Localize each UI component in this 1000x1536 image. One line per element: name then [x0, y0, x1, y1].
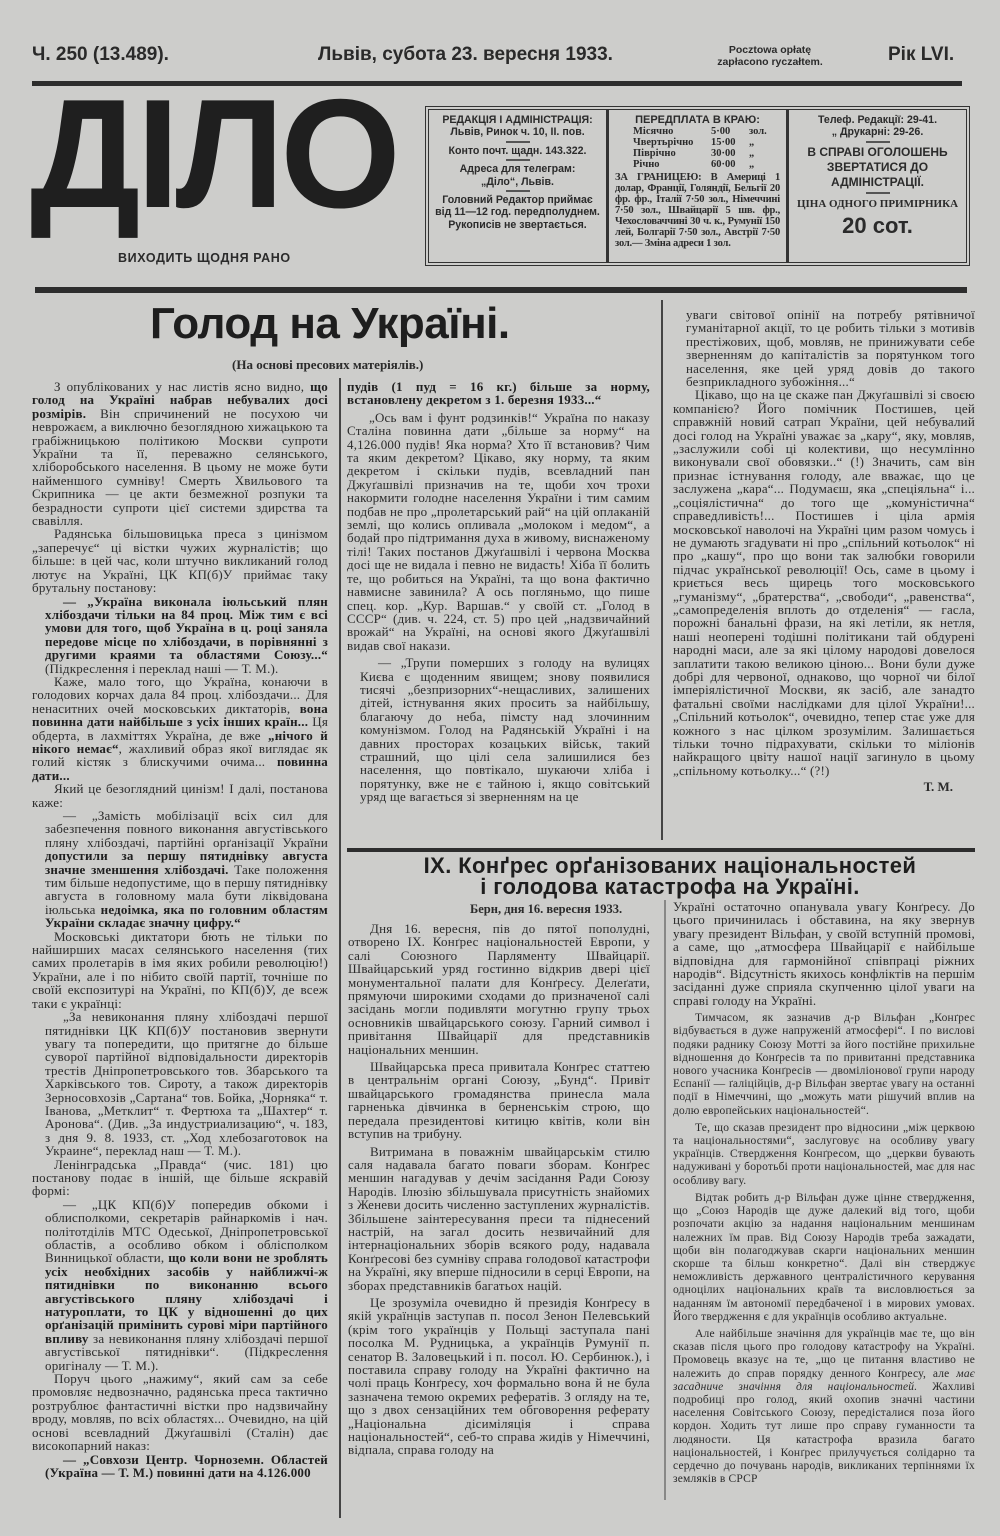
separator: [506, 141, 530, 143]
contact-info: [789, 110, 966, 262]
text: Жахливі подробиці про голод, який охопив значні частини населення Совітського Союзу, передісталися поза його кордон. Ходить тут лише про справу гуманности та людяности. Ця катастрофа вразила багато національностей, і Конґрес прилучується солідарно та сердечно до почувань народів, викликаних терпіннями їх земляків в СРСР: [673, 1380, 975, 1486]
paragraph: [673, 900, 975, 1007]
paragraph: [673, 308, 975, 388]
unit: зол.: [749, 126, 767, 137]
paragraph: [673, 1192, 975, 1324]
paragraph: [673, 1328, 975, 1486]
subscription-row: [615, 126, 780, 137]
paragraph: [673, 1012, 975, 1118]
info-box: [425, 106, 970, 266]
editor-hours: Головний Редактор приймає від 11—12 год. передполуднем.: [435, 194, 600, 219]
year-volume: Рік LVI.: [888, 44, 955, 65]
paragraph: [32, 675, 328, 782]
text: Витримана в поважнім швайцарськім стилю саля надавала багато поваги зборам. Конґрес меншин нагадував у дечім засідання Ради Союзу Народів. Ілюзію збільшувала присутність знайомих з Женеви досить численно заступлених журналістів. Збільшене заінтересування преси та піднесений настрій, на загал досить незвичайний для інтернаціональних зборів всякого роду, надавала Конґресові без сумніву справа голодової катастрофи на Україні, яку вперше підносили в серці Европи, на зборах представників багатьох націй.: [348, 1143, 650, 1293]
text: Але найбільше значіння для українців має те, що він сказав після цього про голодову катастрофу на Україні. Промовець вказує на те, „що це питання властиво не належить до справ порядку денного Конґресу, але: [673, 1327, 975, 1380]
paragraph: [32, 595, 328, 675]
bold-text: недоімка, яка по головним областям України складає значну цифру.“: [45, 901, 328, 931]
paragraph: [32, 380, 328, 527]
article2-column3-wrapper: [673, 900, 975, 1486]
text: Швайцарська преса привитала Конґрес статтею в центральнім органі Союзу, „Бунд“. Привіт швайцарського громадянства принесла мала гарненька дівчинка в берненськім строю, що передала президентові китицю квітів, коли він вступив на трибуну.: [348, 1059, 650, 1142]
separator: [866, 141, 890, 143]
text: Який це безоглядний цинізм! І далі, постанова каже:: [32, 781, 328, 810]
paragraph: [32, 930, 328, 1010]
article1-signature: Т. М.: [923, 779, 953, 795]
article2-title-line1: IX. Конґрес орґанізованих національностей: [423, 853, 917, 878]
text: Радянська більшовицька преса з цинізмом „заперечує“ ці вістки чужих журналістів; що більше: в цей час, коли штучно викликаний голод лютує на Україні, ЦК КП(б)У приймає таку брутальну постанову:: [32, 526, 328, 596]
postal-note-line1: Pocztowa opłatę: [728, 44, 812, 56]
unit: „: [749, 159, 755, 170]
article2-column3-top: [673, 900, 975, 1007]
paragraph: [673, 388, 975, 777]
text: — „ЦК КП(б)У попередив обкоми і облисполкоми, секретарів райнаркомів і нач. політотділів МТС Одеської, Дніпропетровської областів, а особливо обком і облісполком Винницької области,: [45, 1196, 328, 1266]
column-divider: [339, 378, 341, 1518]
masthead-title: ДІЛО: [30, 67, 397, 240]
article1-column2: [347, 380, 650, 804]
bold-text: вона повинна дати найбільше з усіх інших країн...: [32, 700, 328, 730]
subscription-info: [609, 110, 789, 262]
article2-column3-small: [673, 1012, 975, 1486]
bold-text: допустили за першу пятиднівку августа значне зменшення хлібоздачі.: [45, 848, 328, 877]
period: Піврічно: [633, 148, 676, 159]
article-separator: [347, 848, 975, 852]
bold-text: — „Україна виконала іюльський плян хлібоздачи тільки на 84 проц. Між тим є всі умови для того, щоб Україна в ц. році заняла передове місце по хлібоздачи, в порівнянні з другими краями та областями Союзу...“: [45, 593, 328, 663]
text: Каже, мало того, що Україна, конаючи в голодових корчах дала 84 проц. хлібоздачи... Для ненаситних очей московських диктаторів,: [32, 673, 328, 716]
paragraph: [32, 1372, 328, 1452]
bold-text: — „Совхози Центр. Чорноземн. Областей (Україна — Т. М.) повинні дати на 4.126.000: [45, 1451, 328, 1480]
abroad-prices: ЗА ГРАНИЦЕЮ: В Америці 1 долар, Франції, Голяндії, Бельгії 20 фр. фр., Італії 7·50 зол., Німеччині 7·50 зол., Швайцарії 5 шв. фр., Чехословаччині 30 ч. к., Румунії 150 лей, Болгарії 7·50 зол., Австрії 7·50 зол.— Зміна адреси 1 зол.: [615, 172, 780, 249]
column-divider: [664, 900, 666, 1500]
text: — „Замість мобілізації всіх сил для забезпечення повного виконання августівського пляну хлібоздачі, партійні орґанізації України: [45, 808, 328, 850]
phone-editorial: Телеф. Редакції: 29-41.: [817, 114, 938, 126]
paragraph: [32, 1158, 328, 1198]
period: Місячно: [633, 126, 674, 137]
price-label: ЦІНА ОДНОГО ПРИМІРНИКА: [796, 197, 959, 210]
text: „За невиконання пляну хлібоздачі першої пятиднівки ЦК КП(б)У постановив звернути увагу та попередити, що притягне до більше суворої партійної відповідальности директорів трестів Дніпропетровського тов. Збарського та Харківського тов. Сироту, а також директорів Зерносовхозів „Сартана“ тов. Бойка, „Чорняка“ т. Іванова, „Метклит“ т. Фертюха та „Шахтер“ т. Аронова“. (Див. „За индустриализацию“, ч. 183, з дня 9. 8. 1933, ст. „Ход хлебозаготовок на Украине“, переклад наш — Т. М.).: [45, 1009, 328, 1159]
paragraph: [32, 1010, 328, 1157]
paragraph: [32, 527, 328, 594]
postal-note-line2: zapłacono ryczałtem.: [717, 56, 823, 68]
italic-text: має засадниче значіння для національностей.: [673, 1367, 975, 1393]
paragraph: [348, 922, 650, 1056]
paragraph: [348, 1145, 650, 1292]
text: Ця обдерта, в лахміттях Україна, де вже: [32, 714, 328, 743]
subscription-heading: ПЕРЕДПЛАТА В КРАЮ:: [635, 114, 760, 126]
bold-text: що коли вони не зроблять усіх необхідних засобів у найближчі-ж пятиднівки по виконанню всього августівського пляну хлібоздачі і натуроплати, то ЦК у відношенні до цих орґанізацій примінить сурові міри партійного впливу: [45, 1250, 328, 1346]
bold-text: повинна дати...: [32, 754, 328, 783]
text: Це зрозуміла очевидно й президія Конґресу в якій українців заступав п. посол Зенон Пелевський (крім того українців у Польщі заступала пані посолка М. Рудницька, а українців Румунії п. сенатор В. Заловецький і п. посол. Ю. Сербинюк.), і поставила справу голоду на Україні фактично на чолі праць Конґресу, хоч формально вона й не була зазначена темою окремих рефератів. З огляду на те, що з двох сензаційних тем обговорення реферату „Національна дісиміляція і справа національностей“, себ-то справа жидів у Німеччині, відпала, справа голоду на: [348, 1294, 650, 1458]
text: за невиконання пляну хлібоздачі першої августівської пятиднівки“. (Підкреслення оригіналу — Т. М.).: [45, 1330, 328, 1373]
paragraph: [673, 1122, 975, 1188]
text: Дня 16. вересня, пів до пятої пополудні, отворено IX. Конґрес національностей Европи, у салі Союзного Парляменту Швайцарії. Швайцарський уряд гостинно відкрив двері цієї монументальної палати для Конґресу. Делеґати, прямуючи широкими сходами до призначеної салі засідань могли подивляти могутню групу трьох основників швайцарського союзу. Гарний символ і привітання Швайцарії для представників національних меншин.: [348, 921, 650, 1057]
article2-column2: [348, 922, 650, 1457]
text: Цікаво, що на це скаже пан Джуґашвілі зі своєю компанією? Його помічник Постишев, цей справжній новий сатрап України, цей небувалий досі голод на Україні уважає за „кару“, яку, мовляв, „заслужили собі ці колективи, що несумлінно виконували свої обовязки..“ (!) Значить, сам він признає істнування голоду, але вважає, що це заслужена „кара“... Подумаєш, яка „спеціяльна“ і... „соціялістична“ до того ще „комуністична“ справедливість!... Постишев і ціла армія московської наволочі на Україні цим разом чомусь і не думають згадувати ні про „спільний котьолок“ ні про „кашу“, про що вони так залюбки говорили підчас української революції! Ось, саме в цьому і криється весь щирець того московського „гуманізму“, „братерства“, „свободи“, „равенства“, „самопределенія вплоть до отделенія“ — гасла, порожні банальні фрази, на які летіли, як нетля, наші неоперені тодішні політикани тай обдурені народні маси, але за які цілому народові довелося заплатити такою великою ціною... Вони були дуже добрі для червоної, однаково, що чорної чи білої імперіялістичної Москви, як засіб, але занадто фатальні своїми наслідками для цілої України!... „Спільний котьолок“, очевидно, тепер стає уже для кожного з нас цілком зрозумілим. Залишається тільки точно підрахувати, скільки то міліонів найкращого цвіту нашої нації загинуло в цьому „спільному котьолку...“ (?!): [673, 387, 975, 778]
ads-note: В СПРАВІ ОГОЛОШЕНЬ ЗВЕРТАТИСЯ ДО АДМІНІСТРАЦІЇ.: [807, 144, 948, 189]
subscription-row: [615, 159, 780, 170]
separator: [506, 190, 530, 192]
subscription-row: [615, 137, 780, 148]
article2-dateline: Берн, дня 16. вересня 1933.: [470, 902, 623, 916]
article1-column3: [673, 308, 975, 777]
telegram-label: Адреса для телеграм:: [459, 163, 576, 176]
separator: [506, 159, 530, 161]
text: , жахливий образ якої виглядає як голий кістяк з блискучими очима...: [32, 740, 329, 770]
text: Поруч цього „нажиму“, який сам за себе промовляє недвозначно, радянська преса тактично розтрублює фантастичні вістки про надзвичайну вроду, мовляв, по всіх областях... Очевидно, на цій основі всевладний Джуґашвілі (Сталін) дає високопарний наказ:: [32, 1371, 328, 1454]
issue-number: Ч. 250 (13.489).: [32, 44, 169, 65]
article1-column3-wrapper: [673, 308, 975, 794]
editorial-heading: РЕДАКЦІЯ І АДМІНІСТРАЦІЯ:: [442, 114, 593, 126]
phone-printing: „ Друкарні: 29-26.: [831, 126, 924, 139]
text: — „Трупи померших з голоду на вулицях Києва є щоденним явищем; знову появилися тисячі „безпризорних“-нещасливих, залишених дітей, істнування яких просить за найбільшу, благаючу до неба, пімсту над злочинним комунізмом. Голод на Радянській Україні і на давних просторах козацьких військ, такий страшний, що цілі села залишилися без населення, що повтікало, шукаючи хліба і порятунку, вже не є тайною і, якщо совітський уряд ще вагається зі зверненням на це: [360, 655, 650, 805]
article2-title: [370, 855, 970, 897]
bold-text: „нічого й нікого немає“: [32, 727, 328, 756]
paragraph: [348, 1296, 650, 1457]
period: Річно: [633, 159, 660, 170]
article2-title-line2: і голодова катастрофа на Україні.: [480, 874, 860, 899]
article-subtitle: (На основі пресових матеріялів.): [232, 357, 424, 372]
period: Чвертьрічно: [633, 137, 694, 148]
separator: [866, 192, 890, 194]
bold-text: що голод на Україні набрав небувалих досі розмірів.: [32, 379, 328, 421]
editorial-address: Львів, Ринок ч. 10, ІІ. пов.: [450, 126, 585, 139]
masthead-rule: [35, 287, 967, 293]
issue-price: 20 сот.: [842, 213, 913, 239]
text: Він спричинений не посухою чи неврожаєм, а виключно безоглядною хижацькою та грабіжницькою політикою Москви супроти України та її, переважно селянського, хліборобського населення. В цьому не може бути найменшого сумніву! Смерть Хвильового та Скрипника — це акти безмежної розпуки та безрадности супроти цієї системи здирства та свавілля.: [32, 405, 328, 529]
article1-column1: [32, 380, 328, 1479]
text: уваги світової опінії на потребу рятівничої гуманітарної акції, то це робить тільки з мотивів престіжових, щоб, мовляв, не принижувати себе зверненням до капіталістів за порятунком того населення, яке цей уряд довів до такого безприкладного зубожіння...“: [686, 307, 975, 390]
text: (Підкреслення і переклад наші — Т. М.).: [45, 660, 279, 676]
paragraph: [347, 380, 650, 407]
text: Україні остаточно опанувала увагу Конґресу. До цього причинилась і обставина, на яку звернув увагу президент Вільфан, у своїй вступній промові, а саме, що „атмосфера Швайцарії є найбільше відповідна для гармонійної співпраці ріжних народів“. Відсутність якихось конфліктів на першім засіданні дуже сприяла скупченню цілої уваги на справі голоду на Україні.: [673, 899, 975, 1008]
editorial-account: Конто почт. щадн. 143.322.: [448, 144, 587, 157]
paragraph: [347, 656, 650, 803]
text: Московські диктатори бють не тільки по найширших масах селянського населення (тих самих пролетарів в імя яких робили революцію!) України, але і по нібито своїй партії, точніше по своїй експозитурі на Україні, по КП(б)У, де всеж таки є українці:: [32, 928, 328, 1011]
price: 5·00: [711, 126, 731, 137]
telegram-address: „Діло“, Львів.: [481, 175, 554, 188]
editorial-info: [429, 110, 609, 262]
bold-text: пудів (1 пуд = 16 кг.) більше за норму, встановлену декретом з 1. березня 1933...“: [347, 379, 650, 408]
article-title: Голод на Україні.: [150, 299, 510, 348]
paragraph: [32, 809, 328, 930]
column-divider: [661, 300, 663, 840]
price: 15·00: [711, 137, 736, 148]
unit: „: [749, 137, 755, 148]
place-date: Львів, субота 23. вересня 1933.: [318, 44, 613, 65]
text: Те, що сказав президент про відносини „між церквою та національностями“, заслуговує на особливу увагу українців. Ствердження Конґресом, що „церкви бувають надуживані у боротьбі проти національностей, має для нас особливу вагу.: [673, 1121, 975, 1187]
price: 60·00: [711, 159, 736, 170]
text: Відтак робить д-р Вільфан дуже цінне ствердження, що „Союз Народів ще дуже далекий від того, щоби розпочати акцію за надання національним меншинам належних їм прав. Від Союзу Народів треба зажадати, щоби він полагоджував скарги національних меншин скорше та більш конкретно“. Далі він стверджує неможливість державного централістичного керування одноцілих національних країв та висловлюється за наданням їм автономії передбаченої і в мирових умовах. Його твердження є для українців особливо актуальне.: [673, 1191, 975, 1323]
text: Таке положення тим більше недопустиме, що в першу пятиднівку августа в головному мала бути ліквідована іюльська: [45, 861, 328, 917]
postal-note: [700, 44, 840, 68]
price: 30·00: [711, 148, 736, 159]
paragraph: [348, 1060, 650, 1140]
paragraph: [32, 782, 328, 809]
manuscripts-note: Рукописів не звертається.: [448, 218, 587, 231]
masthead-subtitle: ВИХОДИТЬ ЩОДНЯ РАНО: [118, 251, 291, 265]
paragraph: [32, 1198, 328, 1372]
subscription-row: [615, 148, 780, 159]
text: З опублікованих у нас листів ясно видно,: [54, 379, 311, 394]
text: Ленінградська „Правда“ (чис. 181) цю постанову подає в іншій, ще більше яскравій формі:: [32, 1156, 328, 1199]
text: Тимчасом, як зазначив д-р Вільфан „Конґрес відбувається в дуже напруженій атмосфері“. І по вислові подяки раднику Союзу Мотті за його постійне прихильне відношення до Конґресів та по привитанні представника нового учасника Конґресів — двоміліонової групи народу Еспанії — ґаліційців, д-р Вільфан звертає увагу на останні події в Німеччині, що „можуть мати рішучий вплив на долю европейських національностей“.: [673, 1012, 975, 1117]
paragraph: [32, 1453, 328, 1480]
paragraph: [347, 411, 650, 652]
unit: „: [749, 148, 755, 159]
text: „Ось вам і фунт родзинків!“ Україна по наказу Сталіна повинна дати „більше за норму“ на 4,126.000 пудів! Яка норма? Хто її встановив? Чим та яким декретом? Цікаво, яку норму, та яким декретом і скільки пудів, всевладний пан Джуґашвілі призначив на те, щоби хоч трохи накормити голодне населення України і тим самим подбав не про „пролетарський рай“ на цій оплаканій землі, що колись опливала „молоком і медом“, а бодай про підтримання духа в живому, виснаженому тілі! Таких постанов Джуґашвілі і червона Москва досі ще не видала і певно не видасть! Хіба її болить те, що робиться на Україні, та що вона фактично навмисне завинила? А ось погляньмо, що пише спец. кор. „Кур. Варшав.“ у своїй ст. „Голод в СССР“ (див. ч. 224, ст. 5) про цей „надзвичайний врожай“ на Україні, на основі якого Джуґашвілі видав свої накази.: [347, 409, 650, 653]
